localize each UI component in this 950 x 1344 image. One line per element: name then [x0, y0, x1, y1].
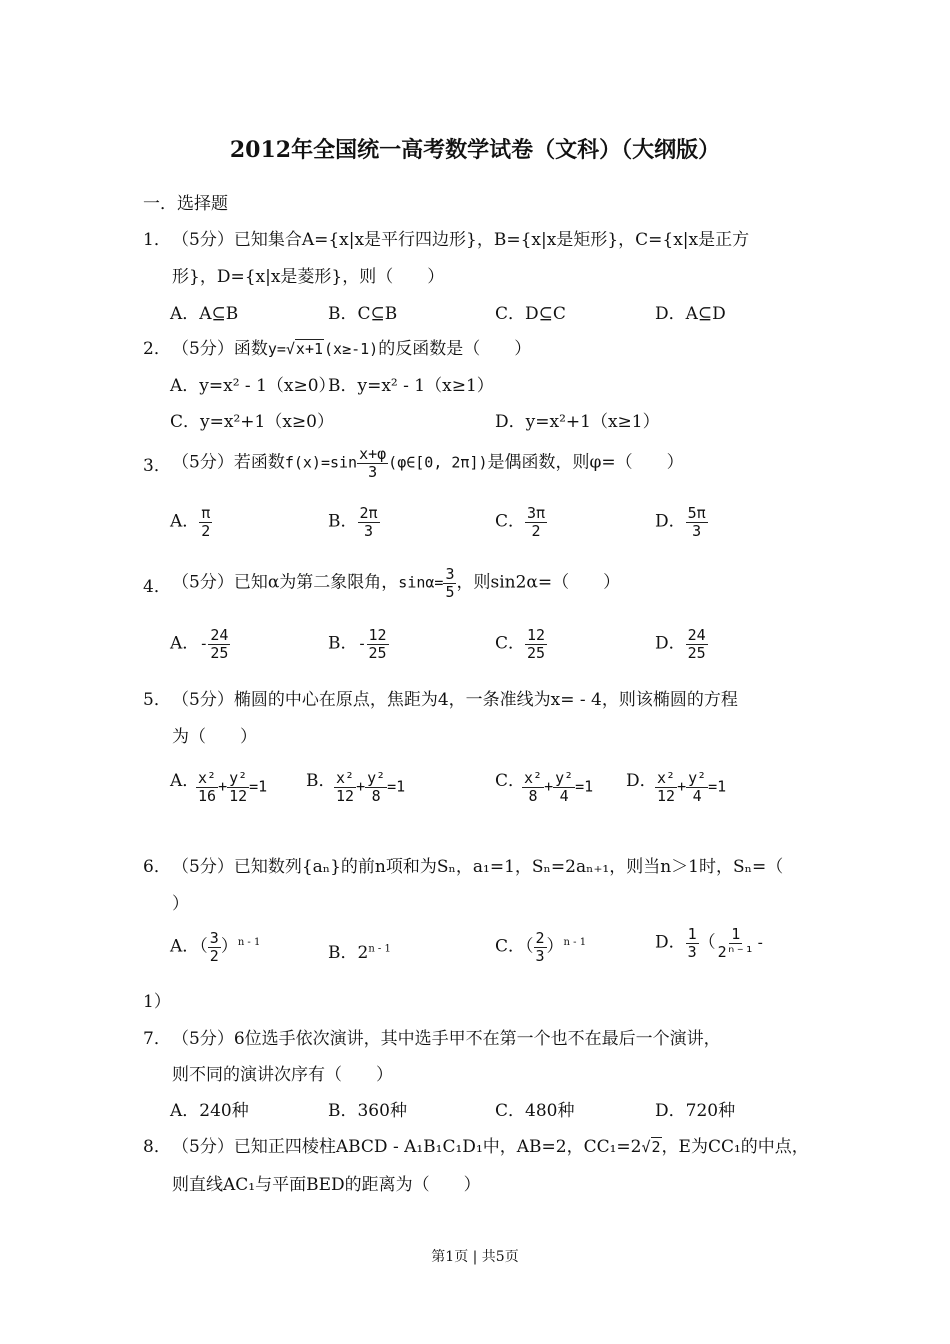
question-6-option-a: A．（ $\frac{3}{2}$ ）$^{n - 1}$	[170, 929, 261, 965]
question-6-number: 6．	[143, 857, 171, 877]
question-4-text	[172, 566, 620, 600]
question-8-text-cont: 则直线AC₁与平面BED的距离为（ ）	[172, 1175, 481, 1195]
question-6-option-c: C．（ $\frac{2}{3}$ ）$^{n - 1}$	[495, 929, 587, 965]
question-2-number: 2．	[143, 339, 171, 359]
question-1-text: （5分）已知集合A={x|x是平行四边形}，B={x|x是矩形}，C={x|x是正方	[172, 230, 750, 250]
question-1-text-cont: 形}，D={x|x是菱形}，则（ ）	[172, 267, 445, 287]
question-1-option-b: B．C⊆B	[328, 304, 398, 324]
question-2-suffix: 的反函数是（ ）	[378, 339, 532, 359]
question-7-text: （5分）6位选手依次演讲，其中选手甲不在第一个也不在最后一个演讲，	[172, 1029, 721, 1049]
question-5-option-d-formula: $\frac{\text{x²}}{12}$ + $\frac{\text{y²}}{4}$ =1	[657, 769, 727, 805]
question-3-suffix: 是偶函数，则φ=（ ）	[487, 452, 684, 473]
question-3-prefix: （5分）若函数	[172, 452, 285, 473]
question-4-prefix: （5分）已知α为第二象限角，	[172, 572, 399, 593]
question-8-text: （5分）已知正四棱柱ABCD - A₁B₁C₁D₁中，AB=2，CC₁=2√2，E为CC₁的中点，	[172, 1137, 809, 1157]
question-3-option-b: B． $\frac{2\pi}{3}$	[328, 504, 378, 540]
question-6-text-cont: ）	[172, 894, 189, 914]
question-5-option-b-label: B．	[306, 771, 336, 791]
question-4-option-c: C． $\frac{12}{25}$	[495, 626, 546, 662]
question-7-option-b: B．360种	[328, 1101, 407, 1121]
question-3-text	[172, 446, 684, 480]
question-5-number: 5．	[143, 690, 171, 710]
question-3-number: 3．	[143, 456, 171, 476]
question-2-text	[172, 334, 531, 359]
question-7-number: 7．	[143, 1029, 171, 1049]
question-6-option-d: D． $\frac{1}{3}$ （ $\frac{1}{\text{2ⁿ⁻¹}}$ -	[655, 925, 765, 961]
formula-y: y=	[267, 340, 286, 358]
question-4-option-b: B．- $\frac{12}{25}$	[328, 626, 387, 662]
question-5-text: （5分）椭圆的中心在原点，焦距为4，一条准线为x= - 4，则该椭圆的方程	[172, 690, 738, 710]
formula-fraction: $\frac{3}{5}$	[445, 565, 455, 601]
question-7-option-a: A．240种	[170, 1101, 249, 1121]
question-7-text-cont: 则不同的演讲次序有（ ）	[172, 1065, 393, 1085]
question-3-option-c: C． $\frac{3\pi}{2}$	[495, 504, 546, 540]
question-6-option-d-cont: 1）	[143, 992, 171, 1012]
question-5-option-a-label: A．	[170, 771, 200, 791]
formula-condition: (x≥-1)	[324, 340, 379, 358]
question-5-option-d-label: D．	[626, 771, 657, 791]
question-3-option-d: D． $\frac{5\pi}{3}$	[655, 504, 706, 540]
question-4-number: 4．	[143, 577, 171, 597]
question-5-option-b-formula: $\frac{\text{x²}}{12}$ + $\frac{\text{y²}}{8}$ =1	[336, 769, 406, 805]
question-2-option-d: D．y=x²+1（x≥1）	[495, 412, 660, 432]
question-7-option-d: D．720种	[655, 1101, 736, 1121]
question-4-option-d: D． $\frac{24}{25}$	[655, 626, 706, 662]
question-5-text-cont: 为（ ）	[172, 727, 257, 747]
question-2-option-c: C．y=x²+1（x≥0）	[170, 412, 334, 432]
question-6-option-b: B．2$^{n - 1}$	[328, 943, 391, 963]
question-1-number: 1．	[143, 230, 171, 250]
question-2-prefix: （5分）函数	[172, 339, 268, 359]
question-6-text: （5分）已知数列{aₙ}的前n项和为Sₙ，a₁=1，Sₙ=2aₙ₊₁，则当n＞1时，Sₙ=（	[172, 857, 784, 877]
formula-sin: sinα=	[398, 573, 444, 592]
page-footer: 第1页 | 共5页	[431, 1249, 519, 1265]
question-1-option-c: C．D⊆C	[495, 304, 566, 324]
question-2-option-b: B．y=x² - 1（x≥1）	[328, 376, 494, 396]
question-4-option-a: A．- $\frac{24}{25}$	[170, 626, 229, 662]
question-2-option-a: A．y=x² - 1（x≥0）	[170, 376, 336, 396]
formula-condition: (φ∈[0, 2π])	[388, 453, 488, 472]
question-5-option-a-formula: $\frac{\text{x²}}{16}$ + $\frac{\text{y²}}{12}$ =1	[198, 769, 268, 805]
question-3-option-a: A． $\frac{\pi}{2}$	[170, 504, 211, 540]
formula-fraction: $\frac{x+\varphi}{3}$	[359, 445, 387, 481]
question-5-option-c-label: C．	[495, 771, 526, 791]
question-7-option-c: C．480种	[495, 1101, 575, 1121]
formula-f: f(x)=sin	[284, 453, 358, 472]
page-title: 2012年全国统一高考数学试卷（文科）（大纲版）	[229, 137, 721, 163]
question-4-suffix: ，则sin2α=（ ）	[456, 572, 621, 593]
question-1-option-a: A．A⊆B	[170, 304, 239, 324]
section-heading: 一．选择题	[143, 194, 228, 214]
formula-radicand: x+1	[295, 340, 324, 358]
question-2-formula: y=√x+1(x≥-1)	[267, 340, 379, 358]
question-5-option-c-formula: $\frac{\text{x²}}{8}$ + $\frac{\text{y²}}{4}$ =1	[524, 769, 594, 805]
question-1-option-d: D．A⊆D	[655, 304, 726, 324]
question-8-number: 8．	[143, 1137, 171, 1157]
